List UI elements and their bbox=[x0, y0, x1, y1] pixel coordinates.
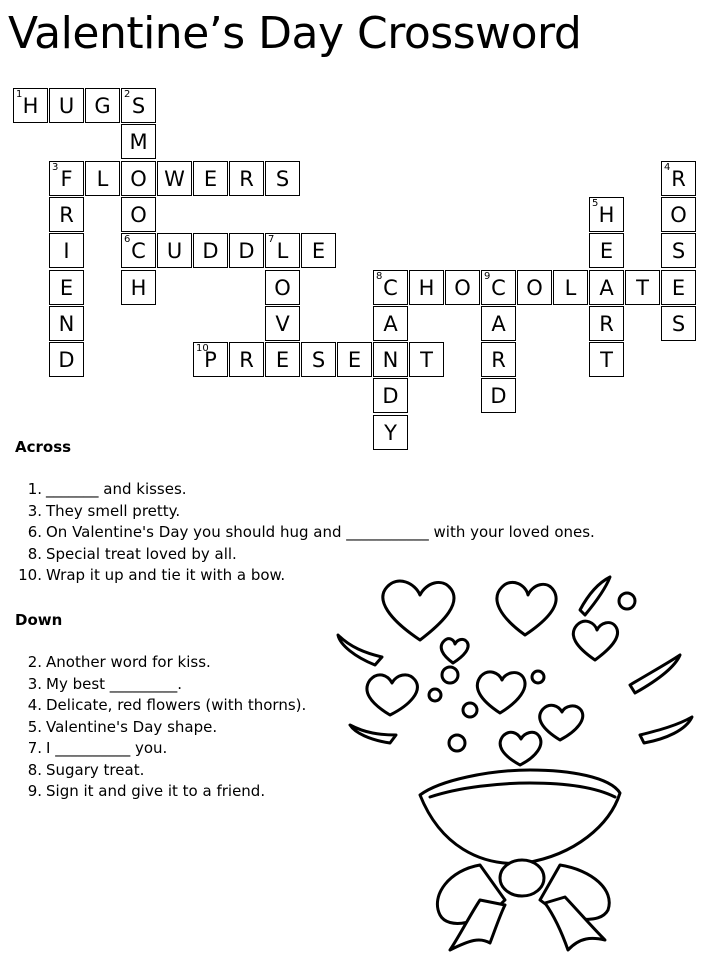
bubble-icon bbox=[442, 667, 458, 683]
cell-letter: V bbox=[275, 311, 290, 336]
crossword-cell bbox=[49, 306, 84, 341]
crossword-cell bbox=[589, 233, 624, 268]
leaf-icon bbox=[338, 635, 382, 665]
crossword-cell bbox=[661, 306, 696, 341]
down-heading: Down bbox=[15, 611, 63, 629]
crossword-cell bbox=[553, 270, 588, 305]
heart-bouquet-icon bbox=[330, 565, 715, 953]
clue-number: 6. bbox=[27, 523, 42, 541]
leaf-icon bbox=[630, 655, 680, 693]
clue-number: 4 bbox=[664, 161, 671, 173]
clue-number: 4. bbox=[27, 696, 42, 714]
crossword-cell bbox=[121, 233, 156, 268]
crossword-cell bbox=[85, 161, 120, 196]
clue-number: 9. bbox=[27, 782, 42, 800]
cell-letter: O bbox=[454, 275, 471, 300]
cell-letter: Y bbox=[384, 420, 397, 445]
cell-letter: R bbox=[59, 202, 74, 227]
cell-letter: D bbox=[202, 239, 219, 264]
cell-letter: H bbox=[22, 94, 39, 118]
bubble-icon bbox=[429, 689, 441, 701]
cell-letter: D bbox=[382, 384, 399, 409]
clue-text: Sugary treat. bbox=[46, 760, 145, 779]
crossword-cell bbox=[265, 233, 300, 268]
cell-letter: D bbox=[58, 348, 75, 373]
cell-letter: F bbox=[60, 166, 73, 191]
cell-letter: R bbox=[239, 348, 254, 373]
crossword-cell bbox=[661, 270, 696, 305]
clue-text: Another word for kiss. bbox=[46, 653, 211, 671]
cell-letter: M bbox=[129, 130, 148, 155]
clue-text: Sign it and give it to a friend. bbox=[46, 782, 266, 800]
cell-letter: E bbox=[203, 166, 218, 191]
clue-number: 9 bbox=[484, 270, 491, 282]
crossword-cell bbox=[481, 306, 516, 341]
crossword-cell bbox=[517, 270, 552, 305]
crossword-grid bbox=[0, 0, 718, 460]
crossword-cell bbox=[481, 378, 516, 413]
cell-letter: O bbox=[274, 275, 291, 300]
crossword-cell bbox=[193, 161, 228, 196]
clue-text: Delicate, red flowers (with thorns). bbox=[46, 696, 307, 714]
cell-letter: A bbox=[383, 311, 398, 336]
cell-letter: E bbox=[59, 275, 74, 300]
heart-icon bbox=[367, 675, 417, 715]
clue-number: 3. bbox=[27, 674, 42, 693]
down-clue bbox=[15, 652, 306, 674]
crossword-cell bbox=[121, 197, 156, 232]
cell-letter: E bbox=[347, 348, 362, 373]
clue-number: 6 bbox=[124, 234, 131, 246]
clue-text: They smell pretty. bbox=[46, 501, 181, 520]
cell-letter: E bbox=[275, 348, 290, 373]
clue-number: 1 bbox=[16, 89, 23, 100]
crossword-cell bbox=[301, 342, 336, 377]
heart-icon bbox=[497, 582, 556, 635]
clue-text: On Valentine's Day you should hug and ___________ with your loved ones. bbox=[46, 523, 595, 541]
crossword-cell bbox=[49, 197, 84, 232]
crossword-cell bbox=[121, 270, 156, 305]
leaf-icon bbox=[580, 577, 610, 615]
clue-number: 8. bbox=[27, 544, 42, 563]
cell-letter: G bbox=[94, 94, 111, 118]
bubble-icon bbox=[619, 593, 635, 609]
cell-letter: L bbox=[564, 275, 577, 300]
cell-letter: O bbox=[130, 202, 147, 227]
heart-icon bbox=[500, 732, 541, 765]
clue-number: 5 bbox=[592, 197, 599, 209]
across-clue bbox=[15, 479, 595, 501]
clue-number: 2. bbox=[27, 653, 42, 671]
clue-number: 8. bbox=[27, 760, 42, 779]
heart-icon bbox=[540, 705, 583, 740]
crossword-cell bbox=[229, 161, 264, 196]
clue-text: _______ and kisses. bbox=[46, 480, 187, 498]
clue-text: Wrap it up and tie it with a bow. bbox=[46, 566, 286, 584]
cell-letter: O bbox=[130, 166, 147, 191]
across-heading: Across bbox=[15, 438, 72, 456]
leaf-icon bbox=[640, 717, 692, 743]
leaf-icon bbox=[350, 725, 396, 743]
crossword-cell bbox=[373, 270, 408, 305]
page-title: Valentine’s Day Crossword bbox=[8, 8, 582, 59]
heart-icon bbox=[441, 639, 468, 663]
heart-icon bbox=[383, 581, 454, 640]
cell-letter: U bbox=[58, 94, 75, 118]
down-clue-list bbox=[15, 652, 306, 803]
cell-letter: S bbox=[131, 94, 146, 118]
down-clue bbox=[15, 781, 306, 803]
crossword-cell bbox=[265, 342, 300, 377]
cell-letter: P bbox=[204, 348, 217, 373]
bubble-icon bbox=[532, 671, 544, 683]
crossword-cell bbox=[589, 306, 624, 341]
crossword-cell bbox=[589, 342, 624, 377]
cell-letter: R bbox=[599, 311, 614, 336]
clue-number: 7 bbox=[268, 234, 275, 246]
cell-letter: O bbox=[526, 275, 543, 300]
down-clue bbox=[15, 760, 306, 782]
cell-letter: E bbox=[671, 275, 686, 300]
crossword-cell bbox=[121, 161, 156, 196]
crossword-cell bbox=[589, 270, 624, 305]
crossword-cell bbox=[337, 342, 372, 377]
crossword-cell bbox=[193, 342, 228, 377]
bubble-icon bbox=[449, 735, 465, 751]
crossword-cell bbox=[49, 161, 84, 196]
clue-number: 7. bbox=[27, 739, 42, 757]
across-clue bbox=[15, 501, 595, 523]
crossword-cell bbox=[13, 88, 48, 123]
cell-letter: W bbox=[164, 166, 185, 191]
crossword-cell bbox=[265, 306, 300, 341]
cell-letter: R bbox=[671, 166, 686, 191]
cell-letter: H bbox=[598, 202, 615, 227]
cell-letter: R bbox=[491, 348, 506, 373]
cell-letter: R bbox=[239, 166, 254, 191]
cell-letter: N bbox=[382, 348, 399, 373]
cell-letter: S bbox=[671, 239, 686, 264]
clue-number: 2 bbox=[124, 89, 131, 100]
cell-letter: L bbox=[276, 239, 289, 264]
crossword-cell bbox=[49, 233, 84, 268]
crossword-cell bbox=[373, 342, 408, 377]
crossword-cell bbox=[49, 270, 84, 305]
cell-letter: S bbox=[275, 166, 290, 191]
cell-letter: N bbox=[58, 311, 75, 336]
cell-letter: E bbox=[311, 239, 326, 264]
cell-letter: H bbox=[418, 275, 435, 300]
crossword-cell bbox=[121, 88, 156, 123]
crossword-cell bbox=[625, 270, 660, 305]
clue-text: Special treat loved by all. bbox=[46, 544, 237, 563]
cell-letter: T bbox=[600, 348, 613, 373]
crossword-cell bbox=[193, 233, 228, 268]
cell-letter: D bbox=[238, 239, 255, 264]
crossword-cell bbox=[121, 124, 156, 159]
cell-letter: I bbox=[63, 239, 70, 264]
cell-letter: H bbox=[130, 275, 147, 300]
clue-number: 10. bbox=[18, 566, 42, 584]
crossword-cell bbox=[229, 342, 264, 377]
crossword-cell bbox=[589, 197, 624, 232]
crossword-cell bbox=[157, 161, 192, 196]
bubble-icon bbox=[463, 703, 477, 717]
cell-letter: C bbox=[131, 239, 146, 264]
cell-letter: O bbox=[670, 202, 687, 227]
crossword-cell bbox=[661, 197, 696, 232]
crossword-cell bbox=[157, 233, 192, 268]
clue-number: 3 bbox=[52, 161, 59, 173]
crossword-cell bbox=[229, 233, 264, 268]
cell-letter: D bbox=[490, 384, 507, 409]
crossword-cell bbox=[409, 270, 444, 305]
cell-letter: C bbox=[383, 275, 398, 300]
across-clue bbox=[15, 544, 595, 566]
bow-knot-icon bbox=[500, 860, 544, 896]
crossword-cell bbox=[373, 415, 408, 450]
crossword-cell bbox=[445, 270, 480, 305]
clue-number: 1. bbox=[27, 480, 42, 498]
crossword-cell bbox=[373, 378, 408, 413]
clue-text: Valentine's Day shape. bbox=[46, 717, 218, 736]
cell-letter: T bbox=[636, 275, 649, 300]
cell-letter: C bbox=[491, 275, 506, 300]
crossword-cell bbox=[49, 342, 84, 377]
crossword-cell bbox=[301, 233, 336, 268]
crossword-cell bbox=[373, 306, 408, 341]
crossword-cell bbox=[409, 342, 444, 377]
down-clue bbox=[15, 738, 306, 760]
clue-number: 5. bbox=[27, 717, 42, 736]
down-clue bbox=[15, 717, 306, 739]
cell-letter: L bbox=[96, 166, 109, 191]
down-clue bbox=[15, 674, 306, 696]
cell-letter: A bbox=[491, 311, 506, 336]
crossword-cell bbox=[481, 270, 516, 305]
crossword-cell bbox=[661, 233, 696, 268]
crossword-cell bbox=[265, 270, 300, 305]
cell-letter: S bbox=[671, 311, 686, 336]
down-clue bbox=[15, 695, 306, 717]
clue-text: My best _________. bbox=[46, 674, 183, 693]
cell-letter: S bbox=[311, 348, 326, 373]
clue-number: 3. bbox=[27, 501, 42, 520]
clue-text: I __________ you. bbox=[46, 739, 168, 757]
crossword-cell bbox=[85, 88, 120, 123]
crossword-cell bbox=[481, 342, 516, 377]
cell-letter: T bbox=[420, 348, 433, 373]
clue-number: 10 bbox=[196, 343, 209, 355]
crossword-cell bbox=[49, 88, 84, 123]
clue-number: 8 bbox=[376, 270, 383, 282]
across-clue bbox=[15, 522, 595, 544]
heart-icon bbox=[573, 621, 617, 660]
heart-icon bbox=[477, 672, 525, 713]
crossword-cell bbox=[661, 161, 696, 196]
crossword-cell bbox=[265, 161, 300, 196]
cell-letter: E bbox=[599, 239, 614, 264]
cell-letter: A bbox=[599, 275, 614, 300]
cell-letter: U bbox=[166, 239, 183, 264]
